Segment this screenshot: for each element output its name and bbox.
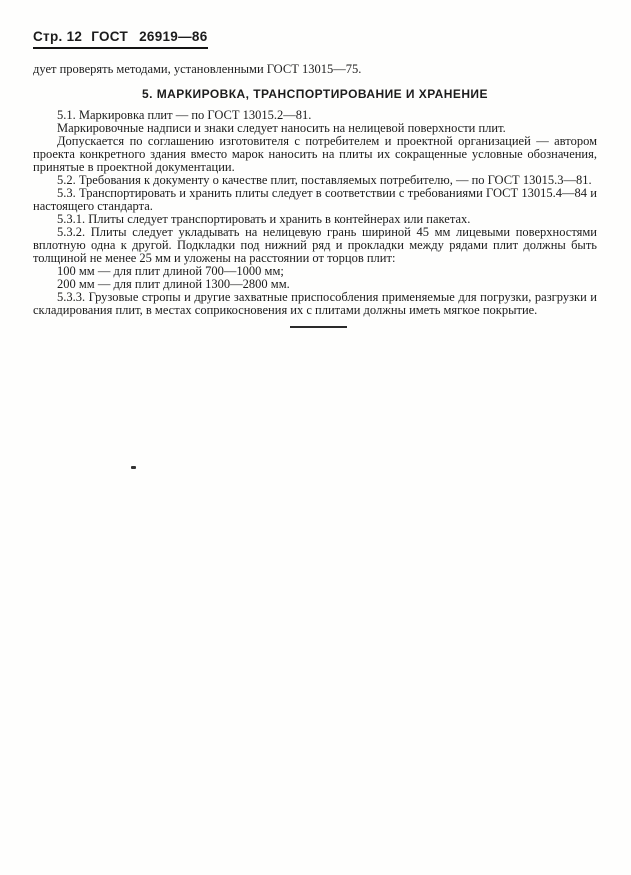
- continuation-paragraph: дует проверять методами, установленными ГОСТ 13015—75.: [33, 62, 362, 76]
- paragraph-5-2: 5.2. Требования к документу о качестве плит, поставляемых потребителю, — по ГОСТ 13015.3—81.: [57, 173, 592, 187]
- standard-name-label: ГОСТ: [91, 29, 129, 44]
- page-number-label: Стр. 12: [33, 29, 83, 44]
- list-item-200mm: 200 мм — для плит длиной 1300—2800 мм.: [57, 277, 290, 291]
- paragraph-5-3-2: 5.3.2. Плиты следует укладывать на нелицевую грань шириной 45 мм лицевыми поверхностями вплотную одна к другой. Подкладки под нижний ряд и прокладки между рядами плит должны быть толщиной не менее 25 мм и уложены на расстоянии от торцов плит:: [33, 225, 597, 265]
- running-head: [33, 29, 208, 49]
- standard-number-label: 26919—86: [139, 29, 208, 44]
- list-item-100mm: 100 мм — для плит длиной 700—1000 мм;: [57, 264, 284, 278]
- paragraph-marking-notes: Маркировочные надписи и знаки следует наносить на нелицевой поверхности плит.: [57, 121, 506, 135]
- paragraph-5-3-3: 5.3.3. Грузовые стропы и другие захватные приспособления применяемые для погрузки, разгрузки и складирования плит, в местах соприкосновения их с плитами должны иметь мягкое покрытие.: [33, 290, 597, 317]
- scan-artifact-speck: [131, 466, 136, 469]
- paragraph-allowed-designations: Допускается по соглашению изготовителя с потребителем и проектной организацией — автором проекта конкретного здания вместо марок наносить на плиты их сокращенные условные обозначения, принятые в проектной документации.: [33, 134, 597, 174]
- paragraph-5-3: 5.3. Транспортировать и хранить плиты следует в соответствии с требованиями ГОСТ 13015.4—84 и настоящего стандарта.: [33, 186, 597, 213]
- section-heading: 5. МАРКИРОВКА, ТРАНСПОРТИРОВАНИЕ И ХРАНЕНИЕ: [142, 87, 488, 101]
- paragraph-5-3-1: 5.3.1. Плиты следует транспортировать и хранить в контейнерах или пакетах.: [57, 212, 471, 226]
- section-end-rule: [290, 326, 347, 328]
- document-body: [33, 63, 597, 328]
- paragraph-5-1: 5.1. Маркировка плит — по ГОСТ 13015.2—81.: [57, 108, 312, 122]
